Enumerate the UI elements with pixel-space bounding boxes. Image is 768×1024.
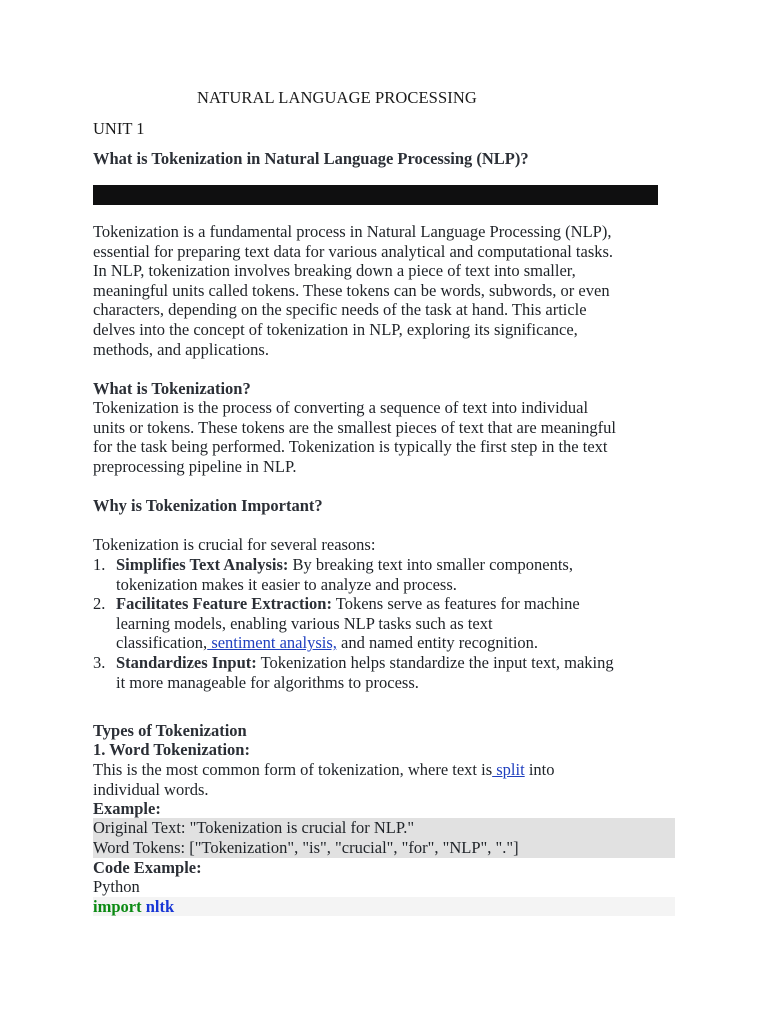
what-is-heading: What is Tokenization?	[93, 379, 251, 398]
example-original-text: Original Text: "Tokenization is crucial for NLP."	[93, 818, 415, 837]
list-item-label: Simplifies Text Analysis:	[116, 555, 289, 574]
types-heading: Types of Tokenization	[93, 721, 247, 740]
reasons-intro: Tokenization is crucial for several reasons:	[93, 535, 376, 554]
reasons-list	[93, 555, 675, 692]
what-is-line: Tokenization is the process of converting a sequence of text into individual	[93, 398, 589, 417]
redaction-bar	[93, 185, 658, 205]
intro-line: delves into the concept of tokenization in NLP, exploring its significance,	[93, 319, 578, 339]
what-is-line: preprocessing pipeline in NLP.	[93, 456, 297, 476]
list-item-text: learning models, enabling various NLP tasks such as text	[116, 613, 493, 633]
list-item-text: Tokens serve as features for machine	[331, 594, 580, 614]
list-item-text: By breaking text into smaller components,	[288, 555, 573, 574]
what-is-paragraph	[93, 398, 675, 476]
split-link[interactable]: split	[492, 760, 525, 779]
list-item	[93, 594, 675, 653]
word-tokenization-heading: 1. Word Tokenization:	[93, 740, 250, 759]
intro-line: In NLP, tokenization involves breaking down a piece of text into smaller,	[93, 261, 576, 281]
list-item-label: Facilitates Feature Extraction:	[116, 594, 332, 614]
intro-line: methods, and applications.	[93, 339, 269, 359]
list-number: 1.	[93, 555, 106, 574]
list-item-label: Standardizes Input:	[116, 652, 257, 672]
what-is-line: units or tokens. These tokens are the smallest pieces of text that are meaningful	[93, 417, 616, 437]
list-item	[93, 653, 675, 692]
what-is-line: for the task being performed. Tokenization is typically the first step in the text	[93, 437, 608, 457]
code-module: nltk	[145, 897, 175, 916]
sentiment-analysis-link[interactable]: sentiment analysis,	[207, 633, 337, 653]
paragraph-text: individual words.	[93, 779, 209, 799]
paragraph-text: This is the most common form of tokenization, where text is	[93, 760, 493, 779]
code-language-label: Python	[93, 877, 140, 896]
list-item-text: Tokenization helps standardize the input text, making	[256, 652, 614, 672]
intro-paragraph	[93, 222, 675, 359]
code-example-heading: Code Example:	[93, 858, 202, 877]
example-word-tokens: Word Tokens: ["Tokenization", "is", "crucial", "for", "NLP", "."]	[93, 837, 519, 857]
paragraph-text: into	[524, 760, 555, 779]
intro-line: characters, depending on the specific needs of the task at hand. This article	[93, 300, 587, 320]
word-tokenization-paragraph	[93, 760, 675, 799]
main-heading: What is Tokenization in Natural Language Processing (NLP)?	[93, 149, 529, 168]
document-title: NATURAL LANGUAGE PROCESSING	[197, 88, 477, 107]
example-heading: Example:	[93, 799, 161, 818]
list-item-text: tokenization makes it easier to analyze and process.	[116, 574, 457, 594]
example-box	[93, 818, 675, 858]
intro-line: meaningful units called tokens. These tokens can be words, subwords, or even	[93, 280, 610, 300]
intro-line: Tokenization is a fundamental process in Natural Language Processing (NLP),	[93, 222, 612, 241]
list-item	[93, 555, 675, 594]
code-keyword: import	[93, 897, 142, 916]
unit-label: UNIT 1	[93, 119, 145, 138]
intro-line: essential for preparing text data for various analytical and computational tasks.	[93, 241, 614, 261]
list-item-text: classification,	[116, 633, 208, 653]
list-item-text: and named entity recognition.	[336, 633, 539, 653]
list-number: 3.	[93, 652, 106, 672]
code-block	[93, 897, 675, 916]
why-heading: Why is Tokenization Important?	[93, 496, 323, 515]
list-item-text: it more manageable for algorithms to process.	[116, 672, 419, 692]
list-number: 2.	[93, 594, 106, 614]
